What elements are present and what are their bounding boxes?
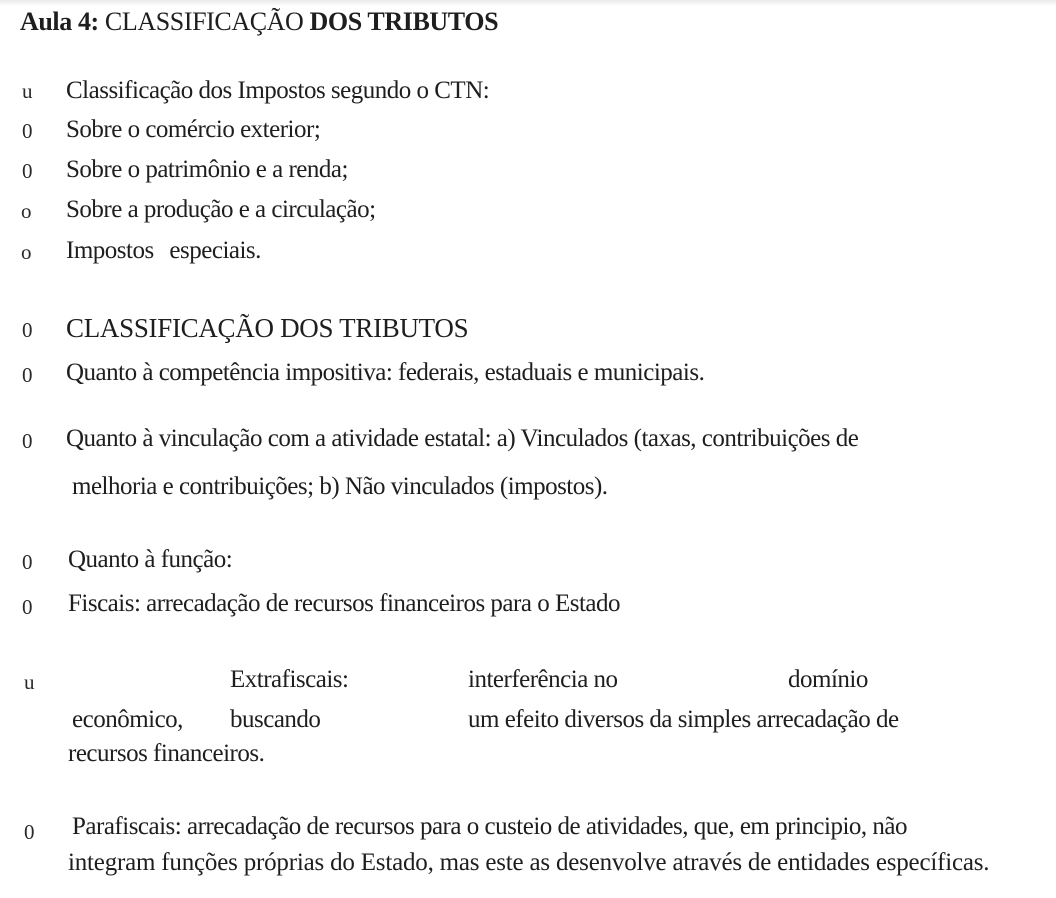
competencia-text: Quanto à competência impositiva: federais, estaduais e municipais.	[66, 359, 705, 386]
bullet-marker: 0	[22, 119, 33, 143]
extrafiscais-word-2: interferência no	[468, 666, 618, 693]
parafiscais-line-1: Parafiscais: arrecadação de recursos para o custeio de atividades, que, em principio, não	[72, 813, 907, 840]
title-suffix: DOS TRIBUTOS	[309, 7, 499, 36]
extrafiscais-line-3: recursos financeiros.	[68, 740, 265, 767]
impostos-item-3: Sobre a produção e a circulação;	[66, 196, 376, 223]
extrafiscais-word-6: um efeito diversos da simples arrecadação de	[468, 706, 899, 733]
tributos-heading: CLASSIFICAÇÃO DOS TRIBUTOS	[66, 313, 469, 343]
bullet-marker: o	[21, 240, 32, 264]
bullet-marker: 0	[22, 159, 33, 183]
bullet-marker: 0	[22, 550, 33, 574]
impostos-heading: Classificação dos Impostos segundo o CTN:	[66, 77, 490, 104]
parafiscais-line-2: integram funções próprias do Estado, mas este as desenvolve através de entidades específicas.	[68, 849, 990, 876]
extrafiscais-word-3: domínio	[788, 666, 868, 693]
title-prefix: Aula 4:	[20, 7, 99, 36]
funcao-text: Quanto à função:	[68, 546, 233, 573]
fiscais-text: Fiscais: arrecadação de recursos financeiros para o Estado	[68, 590, 620, 617]
bullet-marker: 0	[24, 820, 35, 844]
bullet-marker: 0	[22, 363, 33, 387]
bullet-marker: o	[21, 199, 32, 223]
extrafiscais-word-5: buscando	[230, 706, 321, 733]
top-border	[0, 0, 1056, 6]
vinculacao-line-2: melhoria e contribuições; b) Não vinculados (impostos).	[72, 473, 608, 500]
bullet-marker: 0	[22, 318, 33, 342]
impostos-item-2: Sobre o patrimônio e a renda;	[66, 156, 348, 183]
bullet-marker: 0	[22, 595, 33, 619]
title-middle: CLASSIFICAÇÃO	[98, 7, 310, 36]
bullet-marker: u	[22, 79, 33, 103]
extrafiscais-word-1: Extrafiscais:	[230, 666, 349, 693]
bullet-marker: u	[24, 670, 35, 694]
impostos-item-1: Sobre o comércio exterior;	[66, 116, 321, 143]
impostos-item-4: Impostos especiais.	[66, 237, 261, 264]
bullet-marker: 0	[22, 429, 33, 453]
extrafiscais-word-4: econômico,	[72, 706, 183, 733]
page-title	[20, 7, 498, 37]
vinculacao-line-1: Quanto à vinculação com a atividade estatal: a) Vinculados (taxas, contribuições de	[66, 425, 859, 452]
